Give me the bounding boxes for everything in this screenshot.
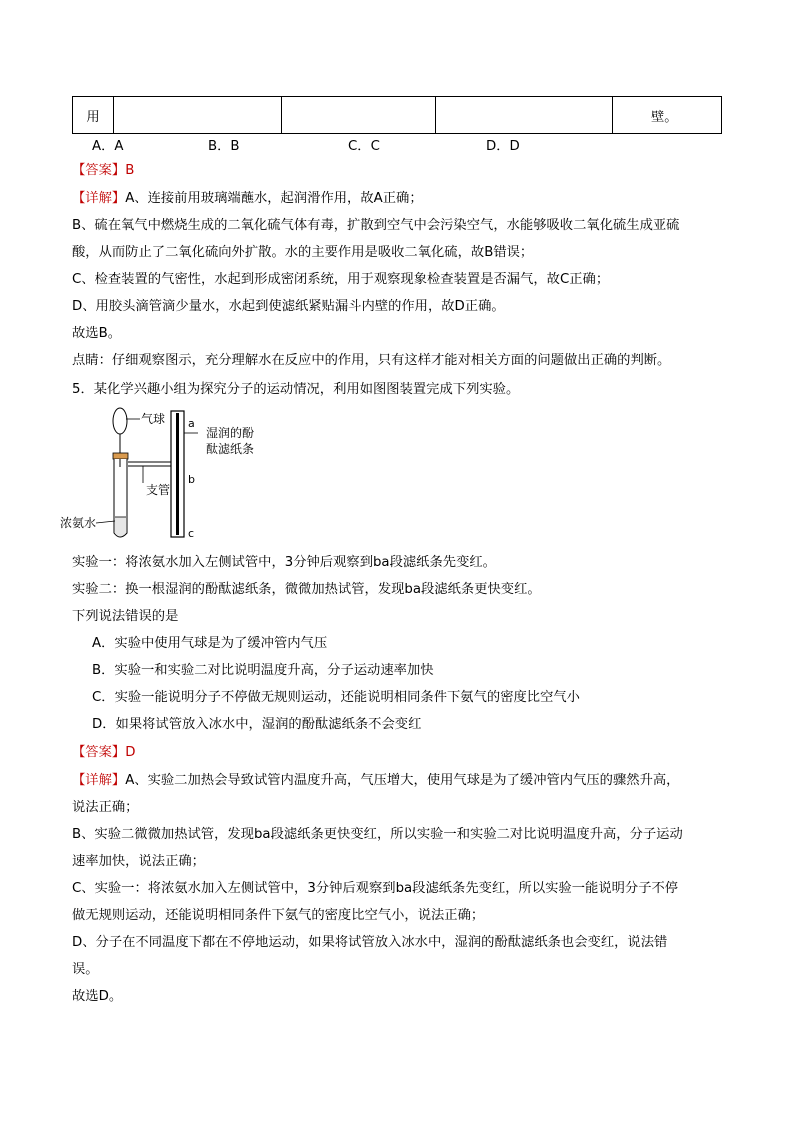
table-cell-first: 用 [73, 97, 114, 134]
q5-exp2: 实验二：换一根湿润的酚酞滤纸条，微微加热试管，发现ba段滤纸条更快变红。 [72, 582, 541, 597]
q4-detail-line: B、硫在氧气中燃烧生成的二氧化硫气体有毒，扩散到空气中会污染空气，水能够吸收二氧化硫生成亚硫 [72, 218, 680, 233]
label-paper-1: 湿润的酚 [206, 426, 255, 440]
q5-option-b: B．实验一和实验二对比说明温度升高，分子运动速率加快 [92, 663, 434, 678]
q5-answer [72, 743, 135, 763]
q5-detail-line: C、实验一：将浓氨水加入左侧试管中，3分钟后观察到ba段滤纸条先变红，所以实验一能说明分子不停 [72, 881, 679, 896]
table-cell-last: 壁。 [613, 97, 722, 134]
filter-paper-strip [176, 413, 179, 535]
label-paper-2: 酞滤纸条 [206, 442, 255, 456]
q4-detail-line: 酸，从而防止了二氧化硫向外扩散。水的主要作用是吸收二氧化硫，故B错误； [72, 245, 534, 260]
label-c: c [188, 527, 195, 540]
q5-detail-line: 速率加快，说法正确； [72, 854, 205, 869]
table-cell-empty [114, 97, 282, 134]
detail-text: A、连接前用玻璃端蘸水，起润滑作用，故A正确； [125, 191, 423, 206]
q5-option-a: A．实验中使用气球是为了缓冲管内气压 [92, 636, 328, 651]
q4-note: 点睛：仔细观察图示，充分理解水在反应中的作用，只有这样才能对相关方面的问题做出正确的判断。 [72, 353, 671, 368]
q4-option-d: D．D [486, 139, 520, 154]
detail-text: A、实验二加热会导致试管内温度升高，气压增大，使用气球是为了缓冲管内气压的骤然升高， [125, 773, 680, 788]
label-branch: 支管 [146, 483, 171, 497]
q5-detail-line: 做无规则运动，还能说明相同条件下氨气的密度比空气小，说法正确； [72, 908, 485, 923]
q4-detail-line: 故选B。 [72, 326, 122, 341]
balloon-shape [113, 408, 127, 434]
q5-detail-line: 说法正确； [72, 800, 139, 815]
q4-detail-line: C、检查装置的气密性，水起到形成密闭系统，用于观察现象检查装置是否漏气，故C正确； [72, 272, 610, 287]
q5-conclusion: 故选D。 [72, 989, 123, 1004]
q4-detail-line [72, 189, 423, 209]
table-fragment [72, 96, 722, 134]
answer-label: 【答案】 [72, 163, 126, 178]
q4-option-b: B．B [208, 139, 240, 154]
q4-option-a: A．A [92, 139, 124, 154]
label-b: b [188, 473, 195, 486]
detail-label: 【详解】 [72, 773, 126, 788]
q5-exp1: 实验一：将浓氨水加入左侧试管中，3分钟后观察到ba段滤纸条先变红。 [72, 555, 496, 570]
q5-detail-line: B、实验二微微加热试管，发现ba段滤纸条更快变红，所以实验一和实验二对比说明温度升高，分子运动 [72, 827, 683, 842]
ammonia-liquid [115, 517, 126, 536]
ammonia-pointer [96, 521, 115, 523]
label-ammonia: 浓氨水 [60, 516, 97, 530]
apparatus-figure [58, 405, 278, 545]
q5-stem: 5．某化学兴趣小组为探究分子的运动情况，利用如图图装置完成下列实验。 [72, 382, 520, 397]
answer-value: B [125, 163, 135, 178]
q5-detail-line [72, 771, 679, 791]
stopper [113, 453, 128, 459]
label-balloon: 气球 [141, 412, 166, 426]
answer-label: 【答案】 [72, 745, 126, 760]
answer-value: D [125, 745, 136, 760]
q5-prompt: 下列说法错误的是 [72, 609, 179, 624]
q5-detail-line: D、分子在不同温度下都在不停地运动，如果将试管放入冰水中，湿润的酚酞滤纸条也会变红，说法错 [72, 935, 668, 950]
table-cell-empty [436, 97, 613, 134]
q4-option-c: C．C [348, 139, 380, 154]
table-cell-empty [282, 97, 436, 134]
q5-option-d: D．如果将试管放入冰水中，湿润的酚酞滤纸条不会变红 [92, 717, 422, 732]
label-a: a [188, 417, 195, 430]
q5-detail-line: 误。 [72, 962, 99, 977]
q5-option-c: C．实验一能说明分子不停做无规则运动，还能说明相同条件下氨气的密度比空气小 [92, 690, 580, 705]
detail-label: 【详解】 [72, 191, 126, 206]
q4-detail-line: D、用胶头滴管滴少量水，水起到使滤纸紧贴漏斗内壁的作用，故D正确。 [72, 299, 505, 314]
q4-answer [72, 161, 134, 181]
